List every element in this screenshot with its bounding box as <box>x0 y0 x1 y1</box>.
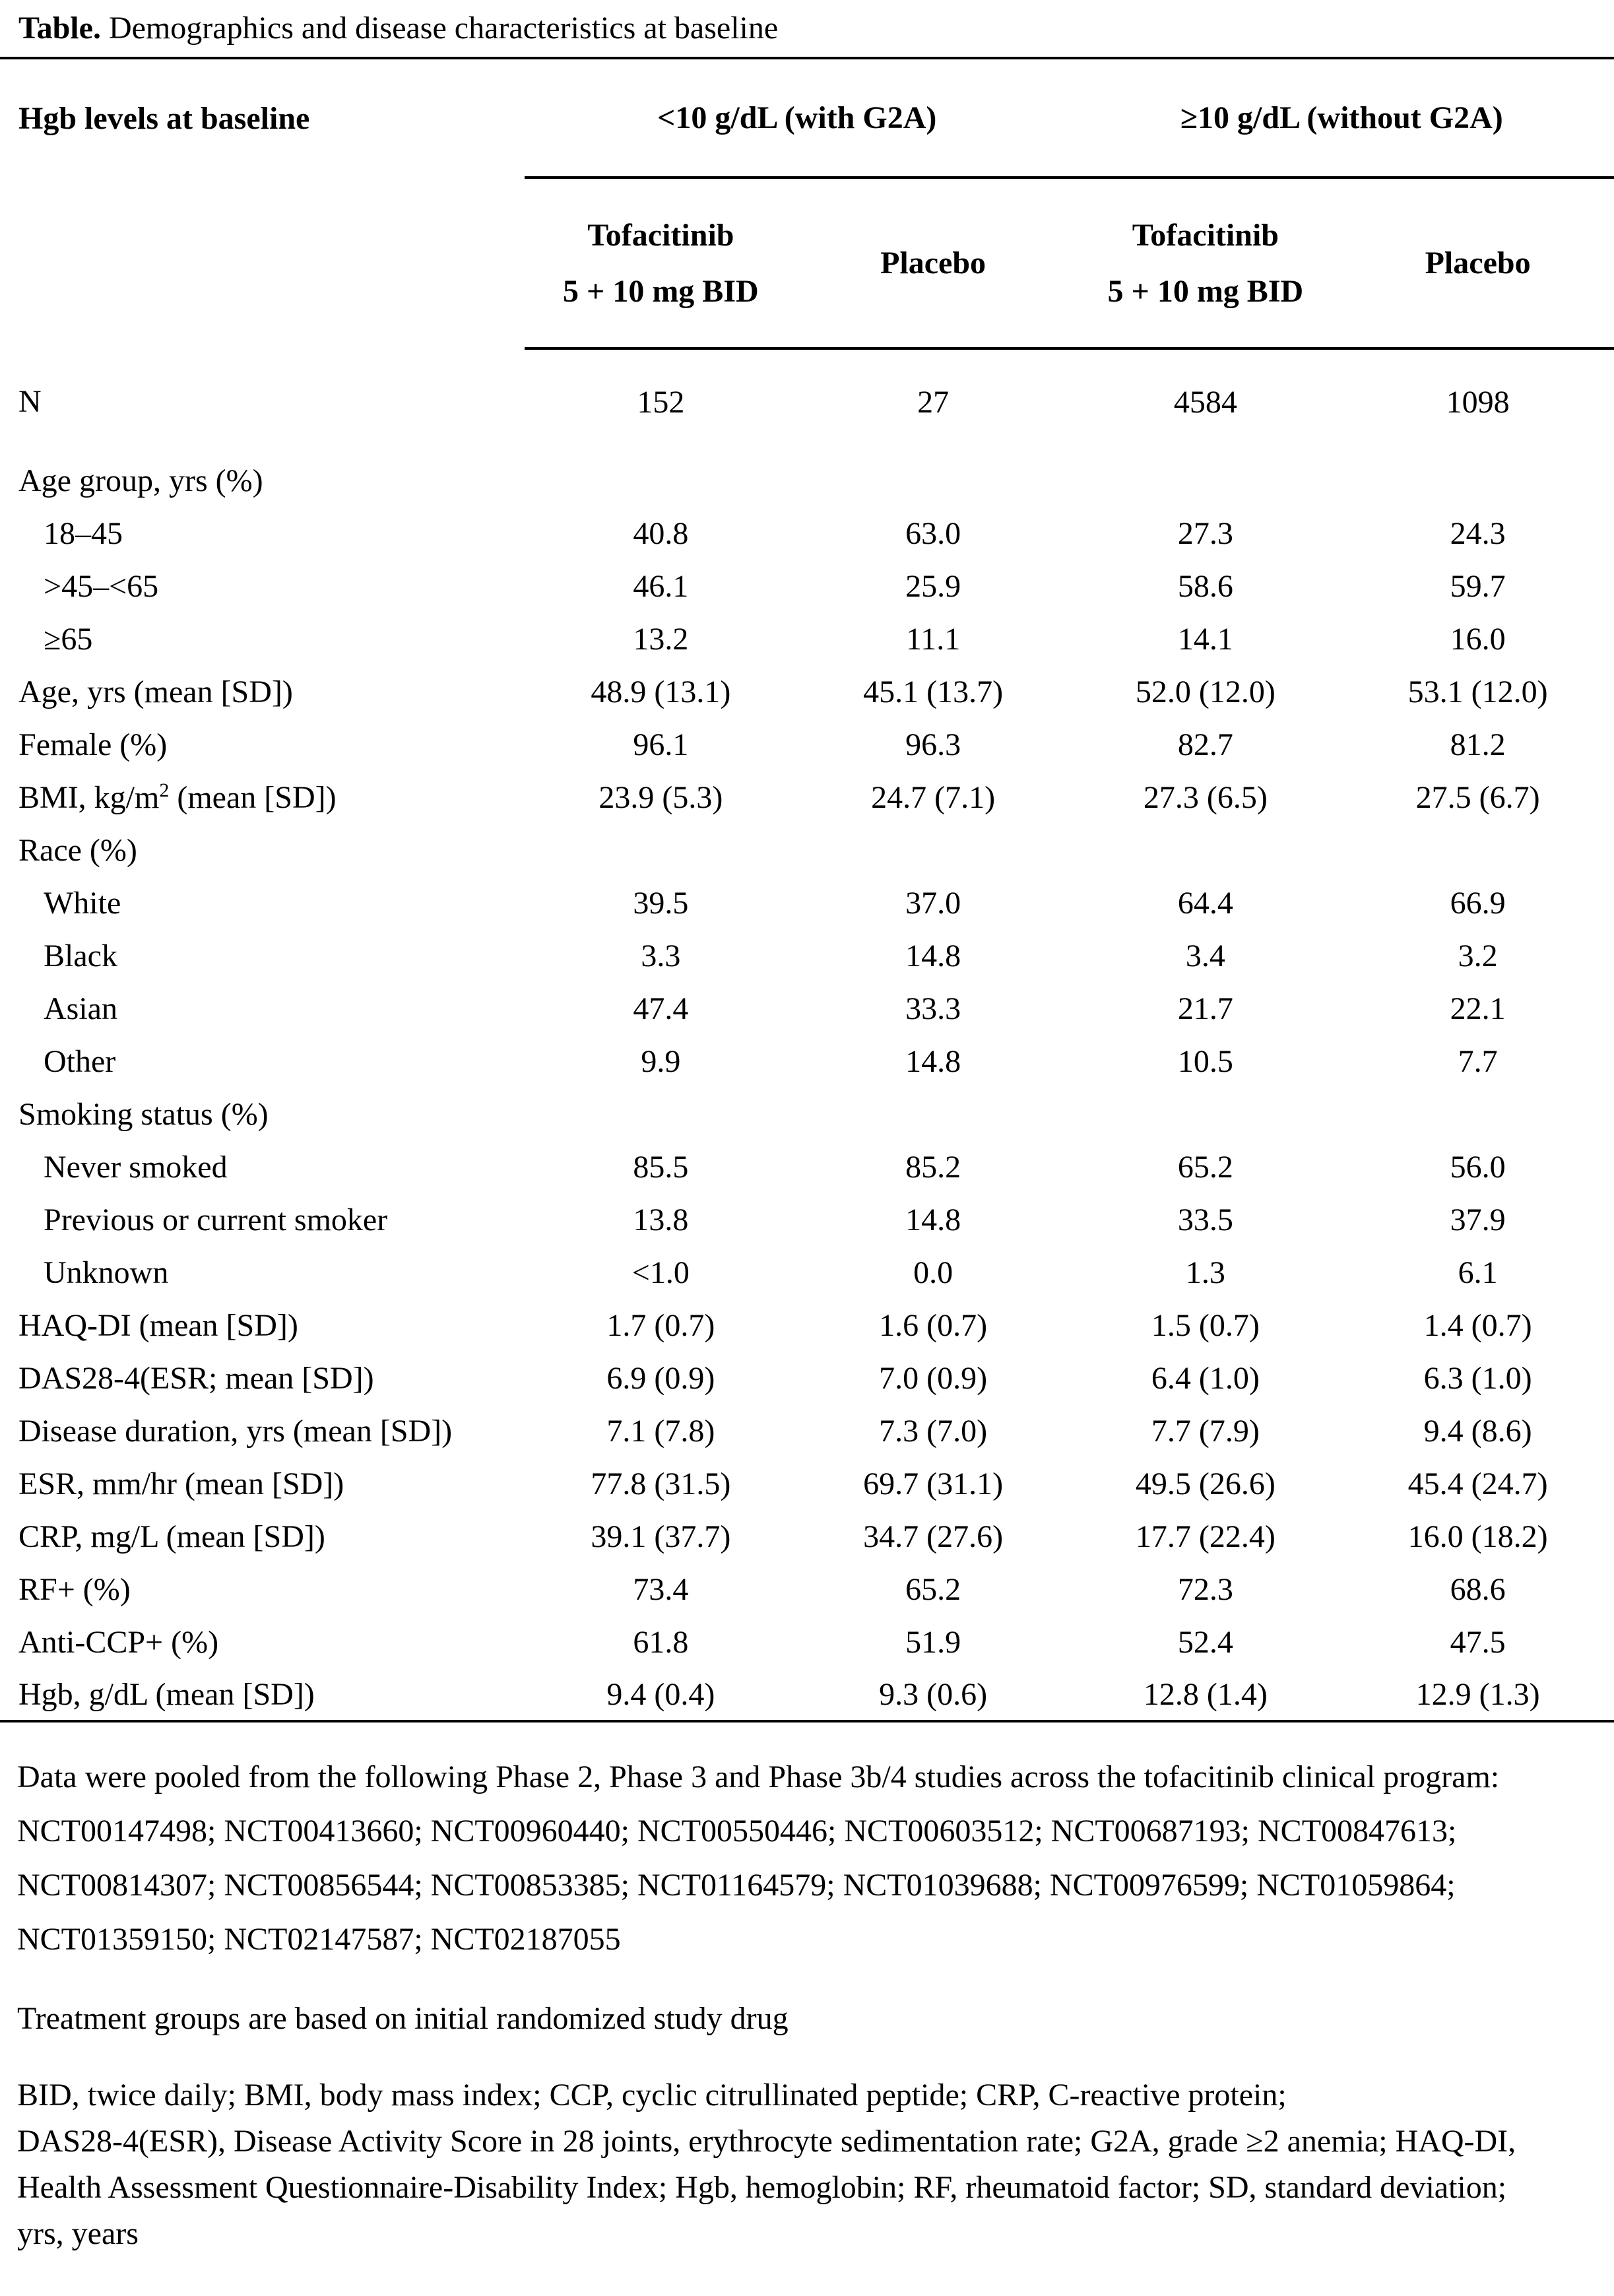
data-cell: 9.4 (8.6) <box>1423 1413 1532 1449</box>
data-cell: 9.3 (0.6) <box>797 1668 1070 1721</box>
data-cell: 14.8 <box>905 1043 961 1079</box>
baseline-characteristics-table <box>0 57 1614 1722</box>
stub-header-empty <box>0 178 525 348</box>
data-cell: 3.3 <box>641 938 681 973</box>
data-cell: 66.9 <box>1450 885 1506 921</box>
data-cell: 13.2 <box>633 621 689 657</box>
row-label: 18–45 <box>44 515 123 551</box>
row-label: Previous or current smoker <box>44 1202 388 1237</box>
footnote-line: NCT00814307; NCT00856544; NCT00853385; NCT01164579; NCT01039688; NCT00976599; NCT01059864; <box>17 1868 1456 1903</box>
data-cell: 61.8 <box>633 1624 689 1660</box>
data-cell <box>525 454 797 507</box>
data-cell: 17.7 (22.4) <box>1135 1519 1275 1554</box>
data-cell: 49.5 (26.6) <box>1135 1466 1275 1501</box>
data-cell: <1.0 <box>631 1255 690 1290</box>
row-label: RF+ (%) <box>18 1571 131 1607</box>
data-cell: 45.4 (24.7) <box>1407 1466 1548 1501</box>
bmi-label-post: (mean [SD]) <box>169 779 337 815</box>
footnote-line: yrs, years <box>17 2216 139 2251</box>
data-cell: 39.5 <box>633 885 689 921</box>
row-label: ESR, mm/hr (mean [SD]) <box>18 1466 344 1501</box>
data-cell <box>1341 824 1614 876</box>
table-row-haq-di <box>0 1299 1614 1352</box>
row-label: Asian <box>44 991 117 1026</box>
table-row-anti-ccp <box>0 1616 1614 1668</box>
column-header-placebo-1 <box>797 178 1070 348</box>
data-cell: 51.9 <box>905 1624 961 1660</box>
data-cell <box>797 1088 1070 1140</box>
data-cell: 24.7 (7.1) <box>871 779 996 815</box>
column-header-line: Placebo <box>1425 246 1531 280</box>
row-label: Unknown <box>44 1255 169 1290</box>
data-cell: 3.2 <box>1458 938 1498 973</box>
table-row-age-65plus <box>0 612 1614 665</box>
data-cell: 77.8 (31.5) <box>591 1466 731 1501</box>
column-header-line: 5 + 10 mg BID <box>562 273 759 309</box>
column-header-line: Placebo <box>880 246 986 280</box>
data-cell: 96.1 <box>633 727 689 762</box>
data-cell: 4584 <box>1173 384 1237 420</box>
row-label: Disease duration, yrs (mean [SD]) <box>18 1413 453 1449</box>
table-row-asian <box>0 982 1614 1035</box>
row-label: ≥65 <box>44 621 93 657</box>
data-cell: 47.4 <box>633 991 689 1026</box>
data-cell: 40.8 <box>633 515 689 551</box>
data-cell: 6.3 (1.0) <box>1423 1360 1532 1396</box>
data-cell: 68.6 <box>1450 1571 1506 1607</box>
table-row-crp <box>0 1510 1614 1563</box>
table-row-female <box>0 718 1614 771</box>
row-label: DAS28-4(ESR; mean [SD]) <box>18 1360 374 1396</box>
data-cell <box>1069 1088 1341 1140</box>
row-label: Age group, yrs (%) <box>18 463 263 498</box>
table-row-age-45-65 <box>0 560 1614 612</box>
data-cell: 12.9 (1.3) <box>1341 1668 1614 1721</box>
data-cell: 12.8 (1.4) <box>1069 1668 1341 1721</box>
table-title-prefix: Table. <box>18 11 101 46</box>
data-cell: 69.7 (31.1) <box>863 1466 1004 1501</box>
data-cell <box>1341 454 1614 507</box>
data-cell: 1.7 (0.7) <box>606 1307 715 1343</box>
data-cell: 14.1 <box>1177 621 1233 657</box>
data-cell: 7.1 (7.8) <box>606 1413 715 1449</box>
data-cell: 39.1 (37.7) <box>591 1519 731 1554</box>
column-header-tofacitinib-1 <box>525 178 797 348</box>
data-cell: 11.1 <box>905 621 961 657</box>
data-cell: 96.3 <box>905 727 961 762</box>
footnote-line: DAS28-4(ESR), Disease Activity Score in 28 joints, erythrocyte sedimentation rate; G2A, grade ≥2 anemia; HAQ-DI, <box>17 2124 1516 2159</box>
data-cell <box>797 824 1070 876</box>
footnote-line: Data were pooled from the following Phase 2, Phase 3 and Phase 3b/4 studies across the tofacitinib clinical program: <box>17 1759 1500 1794</box>
data-cell: 1098 <box>1446 384 1510 420</box>
data-cell: 33.5 <box>1177 1202 1233 1237</box>
data-cell: 37.0 <box>905 885 961 921</box>
row-label: Race (%) <box>18 832 137 868</box>
table-row-previous-current-smoker <box>0 1193 1614 1246</box>
table-row-black <box>0 929 1614 982</box>
data-cell: 82.7 <box>1177 727 1233 762</box>
data-cell: 52.4 <box>1177 1624 1233 1660</box>
row-label: Black <box>44 938 117 973</box>
data-cell: 56.0 <box>1450 1149 1506 1185</box>
column-header-line: 5 + 10 mg BID <box>1107 273 1304 309</box>
table-title-text: Demographics and disease characteristics at baseline <box>100 11 779 46</box>
data-cell: 65.2 <box>905 1571 961 1607</box>
data-cell: 27 <box>917 384 950 420</box>
data-cell: 14.8 <box>905 1202 961 1237</box>
table-row-esr <box>0 1457 1614 1510</box>
data-cell: 3.4 <box>1185 938 1225 973</box>
table-row-never-smoked <box>0 1140 1614 1193</box>
data-cell: 7.3 (7.0) <box>879 1413 988 1449</box>
data-cell <box>525 1088 797 1140</box>
table-row-rf-positive <box>0 1563 1614 1616</box>
table-row-disease-duration <box>0 1404 1614 1457</box>
data-cell: 59.7 <box>1450 568 1506 604</box>
data-cell <box>1069 454 1341 507</box>
table-row-other-race <box>0 1035 1614 1088</box>
row-label: Female (%) <box>18 727 168 762</box>
data-cell: 16.0 (18.2) <box>1407 1519 1548 1554</box>
data-cell: 48.9 (13.1) <box>591 674 731 709</box>
data-cell: 53.1 (12.0) <box>1407 674 1548 709</box>
data-cell: 1.3 <box>1185 1255 1225 1290</box>
data-cell: 27.5 (6.7) <box>1415 779 1540 815</box>
bmi-label-superscript: 2 <box>159 779 170 801</box>
column-header-placebo-2 <box>1341 178 1614 348</box>
table-title <box>18 9 1614 57</box>
footnote-abbreviations <box>17 2072 1614 2257</box>
data-cell: 72.3 <box>1177 1571 1233 1607</box>
data-cell: 81.2 <box>1450 727 1506 762</box>
data-cell: 0.0 <box>913 1255 953 1290</box>
table-row-bmi <box>0 771 1614 824</box>
data-cell: 27.3 <box>1177 515 1233 551</box>
table-row-das28 <box>0 1352 1614 1404</box>
data-cell: 7.7 <box>1458 1043 1498 1079</box>
data-cell: 10.5 <box>1177 1043 1233 1079</box>
table-row-smoking-unknown <box>0 1246 1614 1299</box>
data-cell: 34.7 (27.6) <box>863 1519 1004 1554</box>
data-cell <box>525 824 797 876</box>
data-cell: 24.3 <box>1450 515 1506 551</box>
data-cell: 23.9 (5.3) <box>598 779 723 815</box>
data-cell: 1.5 (0.7) <box>1151 1307 1260 1343</box>
bmi-label-pre: BMI, kg/m <box>18 779 160 815</box>
data-cell: 47.5 <box>1450 1624 1506 1660</box>
data-cell: 6.4 (1.0) <box>1151 1360 1260 1396</box>
data-cell: 65.2 <box>1177 1149 1233 1185</box>
table-row-n <box>0 348 1614 454</box>
row-label: Other <box>44 1043 116 1079</box>
row-label: Smoking status (%) <box>18 1096 269 1132</box>
row-label: Never smoked <box>44 1149 228 1185</box>
group-header-row <box>0 58 1614 178</box>
data-cell: 7.0 (0.9) <box>879 1360 988 1396</box>
data-cell: 25.9 <box>905 568 961 604</box>
row-label: Hgb, g/dL (mean [SD]) <box>0 1668 525 1721</box>
data-cell: 27.3 (6.5) <box>1143 779 1268 815</box>
footnote-line: NCT01359150; NCT02147587; NCT02187055 <box>17 1922 621 1957</box>
data-cell: 9.4 (0.4) <box>525 1668 797 1721</box>
footnote-line: NCT00147498; NCT00413660; NCT00960440; NCT00550446; NCT00603512; NCT00687193; NCT00847613; <box>17 1814 1457 1849</box>
table-row-age-group <box>0 454 1614 507</box>
table-row-age-18-45 <box>0 507 1614 560</box>
footnote-sources <box>17 1750 1614 1967</box>
column-header-line: Tofacitinib <box>1132 217 1279 253</box>
data-cell <box>797 454 1070 507</box>
footnote-line: Treatment groups are based on initial randomized study drug <box>17 2001 789 2036</box>
data-cell: 21.7 <box>1177 991 1233 1026</box>
footnote-line: BID, twice daily; BMI, body mass index; CCP, cyclic citrullinated peptide; CRP, C-reactive protein; <box>17 2078 1287 2113</box>
data-cell: 63.0 <box>905 515 961 551</box>
footnote-treatment-groups <box>17 1992 1614 2046</box>
data-cell: 52.0 (12.0) <box>1135 674 1275 709</box>
row-label: CRP, mg/L (mean [SD]) <box>18 1519 325 1554</box>
data-cell: 22.1 <box>1450 991 1506 1026</box>
row-label: HAQ-DI (mean [SD]) <box>18 1307 298 1343</box>
data-cell: 1.6 (0.7) <box>879 1307 988 1343</box>
data-cell: 16.0 <box>1450 621 1506 657</box>
data-cell: 7.7 (7.9) <box>1151 1413 1260 1449</box>
data-cell: 33.3 <box>905 991 961 1026</box>
data-cell: 152 <box>637 384 685 420</box>
column-header-line: Tofacitinib <box>587 217 734 253</box>
data-cell <box>1069 824 1341 876</box>
data-cell: 6.9 (0.9) <box>606 1360 715 1396</box>
data-cell: 37.9 <box>1450 1202 1506 1237</box>
data-cell: 6.1 <box>1458 1255 1498 1290</box>
table-row-hgb <box>0 1668 1614 1721</box>
data-cell: 46.1 <box>633 568 689 604</box>
table-row-race <box>0 824 1614 876</box>
row-label: Age, yrs (mean [SD]) <box>18 674 293 709</box>
column-header-row <box>0 178 1614 348</box>
row-label: Anti-CCP+ (%) <box>18 1624 219 1660</box>
row-label: >45–<65 <box>44 568 159 604</box>
stub-header: Hgb levels at baseline <box>0 58 525 178</box>
group-header-high-hgb: ≥10 g/dL (without G2A) <box>1069 58 1614 178</box>
data-cell: 73.4 <box>633 1571 689 1607</box>
table-row-age-mean <box>0 665 1614 718</box>
row-label: N <box>18 383 42 419</box>
table-row-white <box>0 876 1614 929</box>
group-header-low-hgb: <10 g/dL (with G2A) <box>525 58 1070 178</box>
table-row-smoking-status <box>0 1088 1614 1140</box>
page <box>0 9 1614 2296</box>
data-cell: 45.1 (13.7) <box>863 674 1004 709</box>
column-header-tofacitinib-2 <box>1069 178 1341 348</box>
data-cell: 85.2 <box>905 1149 961 1185</box>
data-cell: 13.8 <box>633 1202 689 1237</box>
data-cell: 14.8 <box>905 938 961 973</box>
data-cell: 1.4 (0.7) <box>1423 1307 1532 1343</box>
footnote-line: Health Assessment Questionnaire-Disability Index; Hgb, hemoglobin; RF, rheumatoid factor; SD, standard deviation; <box>17 2170 1507 2205</box>
data-cell <box>1341 1088 1614 1140</box>
row-label <box>0 771 525 824</box>
data-cell: 85.5 <box>633 1149 689 1185</box>
data-cell: 58.6 <box>1177 568 1233 604</box>
data-cell: 64.4 <box>1177 885 1233 921</box>
data-cell: 9.9 <box>641 1043 681 1079</box>
row-label: White <box>44 885 121 921</box>
